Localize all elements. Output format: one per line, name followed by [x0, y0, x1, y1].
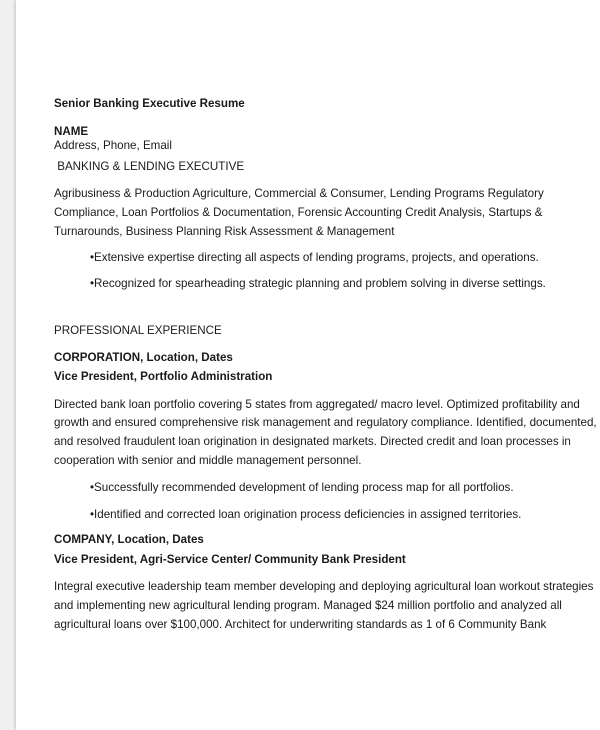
job-description-line: and implementing new agricultural lending program. Managed $24 million portfolio and analyzed all — [54, 599, 562, 612]
summary-line: Turnarounds, Business Planning Risk Assessment & Management — [54, 225, 395, 238]
summary-line: Compliance, Loan Portfolios & Documentation, Forensic Accounting Credit Analysis, Startups & — [54, 206, 543, 219]
job-employer: COMPANY, Location, Dates — [54, 533, 204, 546]
job-description-line: Integral executive leadership team member developing and deploying agricultural loan workout strategies — [54, 580, 594, 593]
job-employer: CORPORATION, Location, Dates — [54, 351, 233, 364]
headline: BANKING & LENDING EXECUTIVE — [54, 160, 245, 173]
job-description-line: agricultural loans over $100,000. Architect for underwriting standards as 1 of 6 Community Bank — [54, 618, 547, 631]
summary-bullet: •Recognized for spearheading strategic planning and problem solving in diverse settings. — [90, 277, 546, 290]
summary-line: Agribusiness & Production Agriculture, Commercial & Consumer, Lending Programs Regulatory — [54, 187, 544, 200]
name-label: NAME — [54, 125, 89, 138]
job-bullet: •Identified and corrected loan origination process deficiencies in assigned territories. — [90, 508, 522, 521]
job-role: Vice President, Agri-Service Center/ Community Bank President — [54, 553, 406, 566]
job-description-line: cooperation with senior and middle management personnel. — [54, 454, 362, 467]
document-page — [16, 0, 600, 730]
summary-bullet: •Extensive expertise directing all aspects of lending programs, projects, and operations. — [90, 251, 539, 264]
resume-title: Senior Banking Executive Resume — [54, 97, 245, 110]
contact-line: Address, Phone, Email — [54, 139, 172, 152]
experience-heading: PROFESSIONAL EXPERIENCE — [54, 324, 222, 337]
job-description-line: and resolved fraudulent loan origination in designated markets. Directed credit and loan processes in — [54, 435, 571, 448]
job-description-line: Directed bank loan portfolio covering 5 states from aggregated/ macro level. Optimized profitability and — [54, 398, 580, 411]
job-description-line: growth and ensured comprehensive risk management and regulatory compliance. Identified, documented, — [54, 416, 597, 429]
job-bullet: •Successfully recommended development of lending process map for all portfolios. — [90, 481, 514, 494]
job-role: Vice President, Portfolio Administration — [54, 370, 273, 383]
